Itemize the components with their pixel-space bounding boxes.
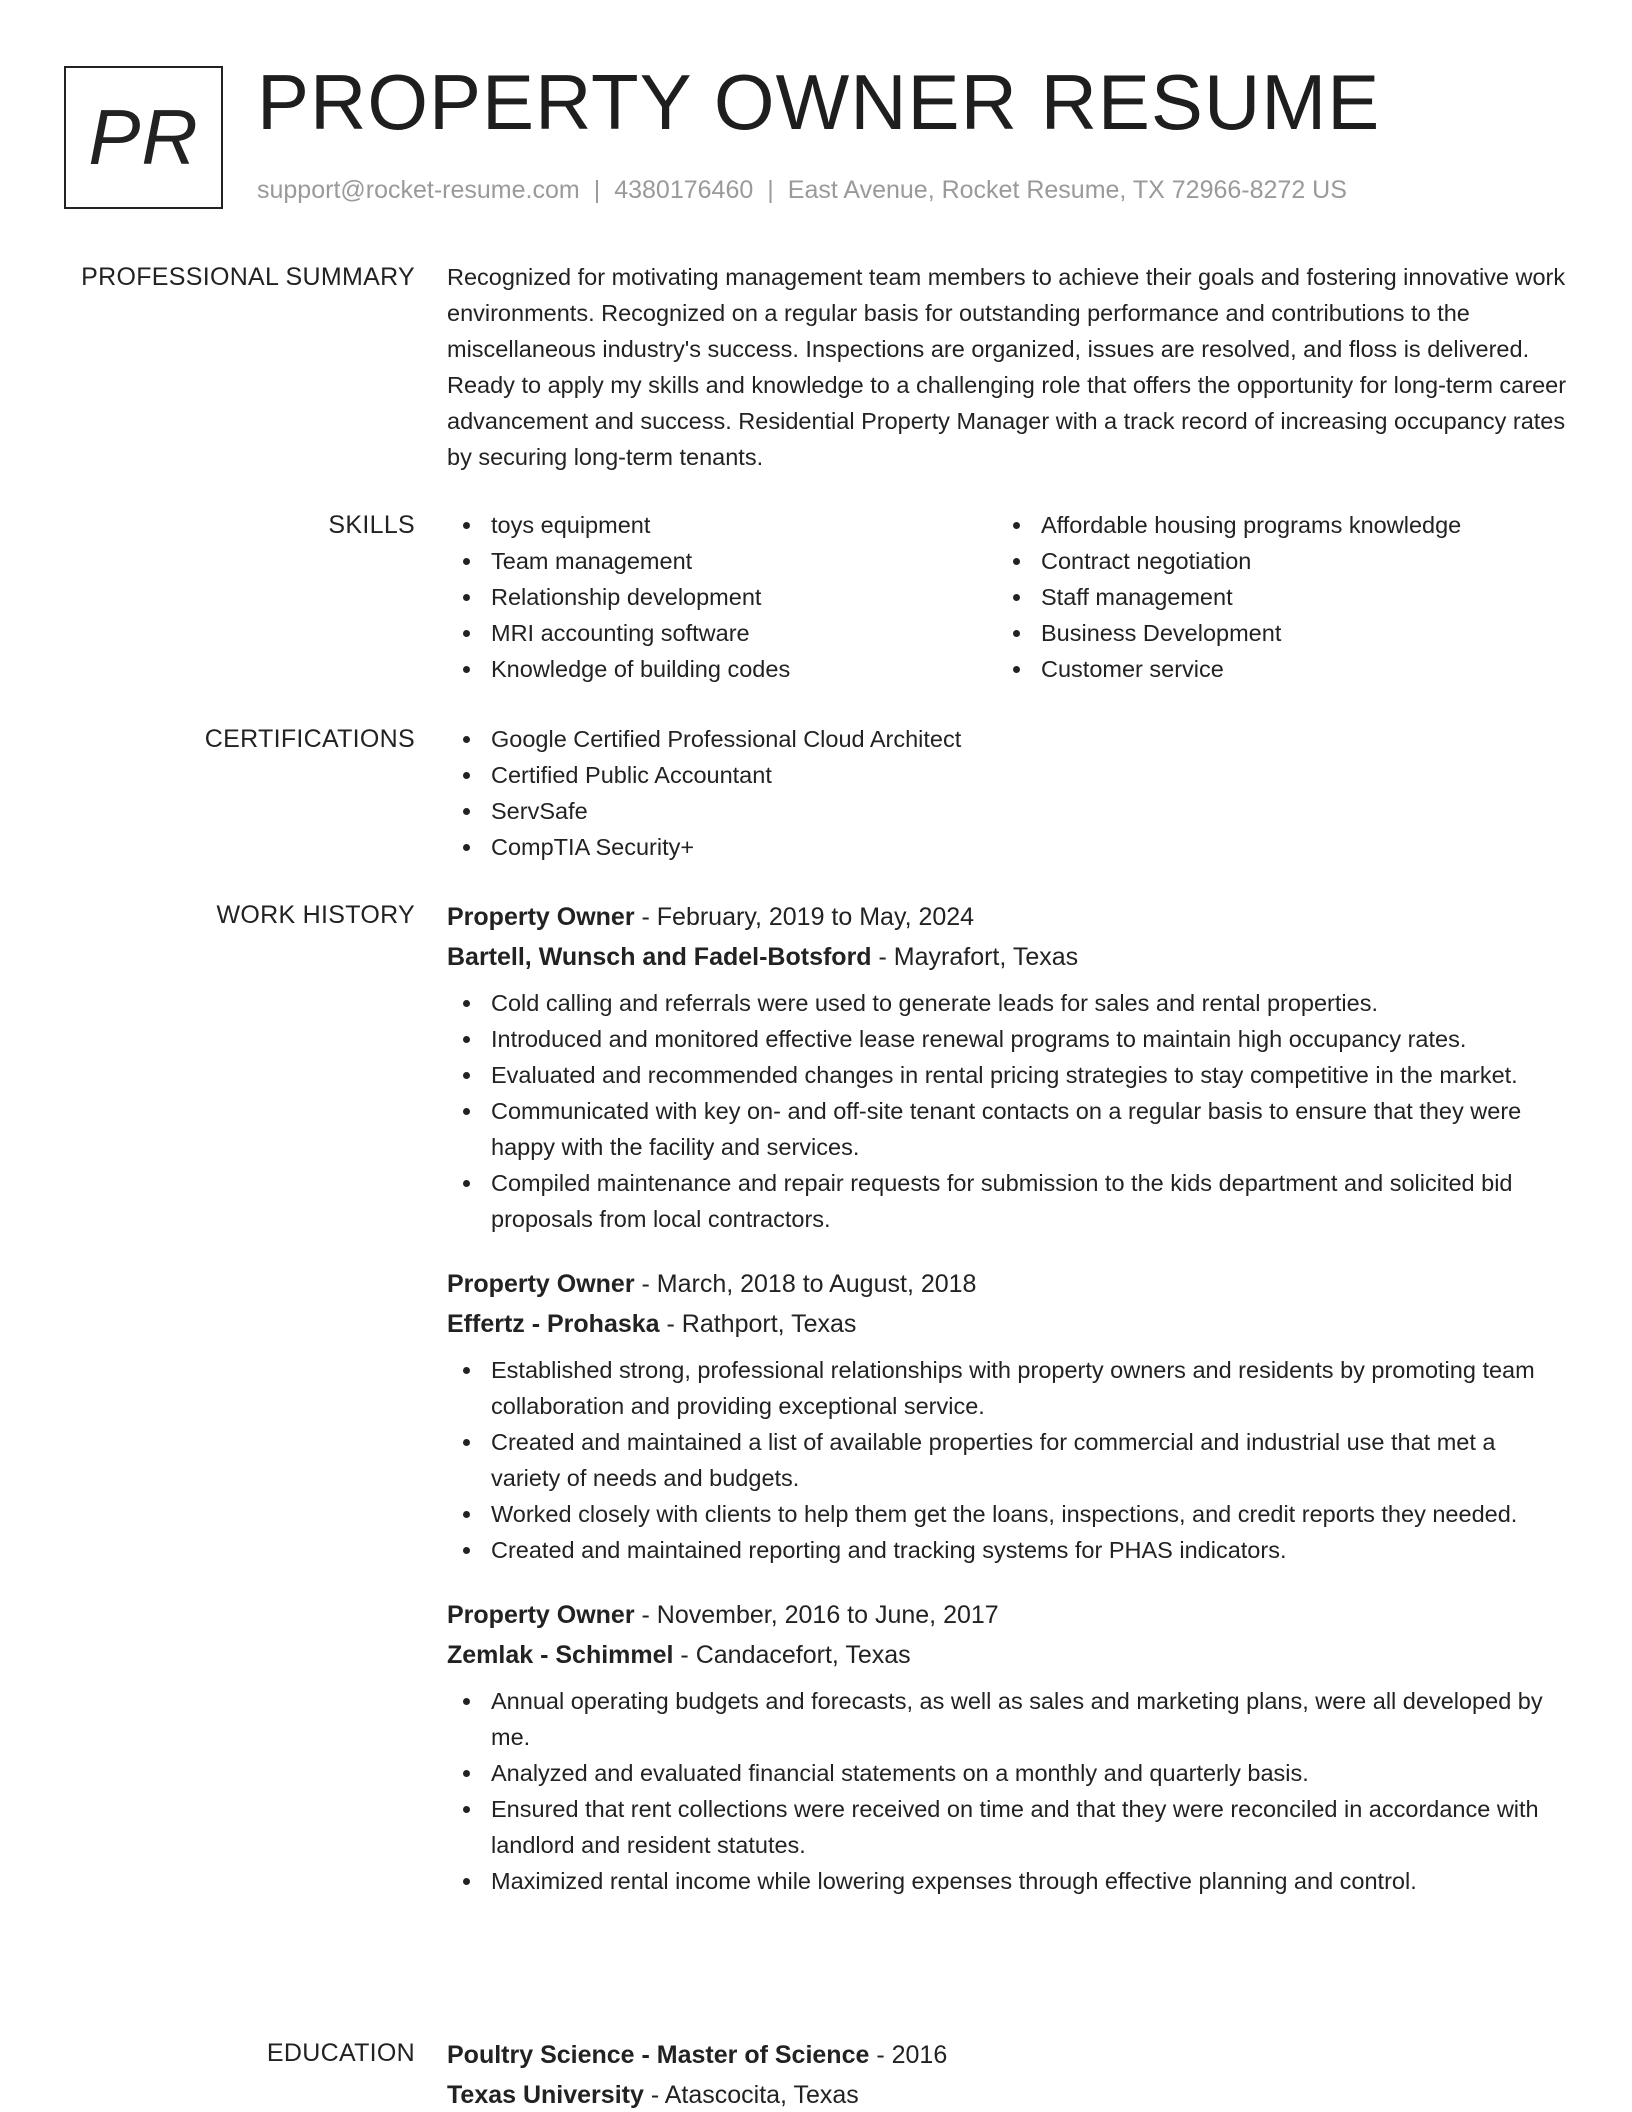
job-entry xyxy=(447,1264,1567,1568)
certification-item: Certified Public Accountant xyxy=(447,757,1567,793)
certification-item: ServSafe xyxy=(447,793,1567,829)
job-duties-list xyxy=(447,1683,1567,1899)
education-degree-line xyxy=(447,2035,1567,2075)
page-title: PROPERTY OWNER RESUME xyxy=(257,58,1381,146)
summary-text: Recognized for motivating management team members to achieve their goals and fostering innovative work environments. Recognized on a regular basis for outstanding performance and contributions to the miscellaneous industry's success. Inspections are organized, issues are resolved, and floss is delivered. Ready to apply my skills and knowledge to a challenging role that offers the opportunity for long-term career advancement and success. Residential Property Manager with a track record of increasing occupancy rates by securing long-term tenants. xyxy=(447,264,1567,470)
job-dates: - November, 2016 to June, 2017 xyxy=(634,1601,999,1629)
job-duty: Annual operating budgets and forecasts, as well as sales and marketing plans, were all developed by me. xyxy=(447,1683,1567,1755)
certification-item: Google Certified Professional Cloud Architect xyxy=(447,721,1567,757)
skill-item: Contract negotiation xyxy=(997,543,1547,579)
job-dates: - February, 2019 to May, 2024 xyxy=(634,903,975,931)
job-company-line xyxy=(447,1304,1567,1344)
job-duty: Worked closely with clients to help them get the loans, inspections, and credit reports they needed. xyxy=(447,1496,1567,1532)
job-duty: Ensured that rent collections were received on time and that they were reconciled in accordance with landlord and resident statutes. xyxy=(447,1791,1567,1863)
job-duty: Established strong, professional relationships with property owners and residents by promoting team collaboration and providing exceptional service. xyxy=(447,1352,1567,1424)
contact-line xyxy=(257,174,1347,206)
certifications-list xyxy=(447,721,1567,865)
skills-list-right xyxy=(997,507,1547,687)
skill-item: Staff management xyxy=(997,579,1547,615)
job-duties-list xyxy=(447,985,1567,1237)
job-duty: Cold calling and referrals were used to generate leads for sales and rental properties. xyxy=(447,985,1567,1021)
education-year: - 2016 xyxy=(869,2041,948,2069)
education-school: Texas University xyxy=(447,2081,644,2109)
job-duty: Analyzed and evaluated financial statements on a monthly and quarterly basis. xyxy=(447,1755,1567,1791)
education-body xyxy=(447,2035,1567,2112)
work-history-body xyxy=(447,897,1567,1926)
job-duty: Communicated with key on- and off-site tenant contacts on a regular basis to ensure that they were happy with the facility and services. xyxy=(447,1093,1567,1165)
job-title-line xyxy=(447,1264,1567,1304)
job-location: - Mayrafort, Texas xyxy=(871,943,1079,971)
job-duty: Compiled maintenance and repair requests for submission to the kids department and solicited bid proposals from local contractors. xyxy=(447,1165,1567,1237)
skills-list-left xyxy=(447,507,997,687)
skill-item: Affordable housing programs knowledge xyxy=(997,507,1547,543)
job-company-line xyxy=(447,937,1567,977)
job-title: Property Owner xyxy=(447,1601,635,1629)
job-duty: Evaluated and recommended changes in rental pricing strategies to stay competitive in the market. xyxy=(447,1057,1567,1093)
job-title: Property Owner xyxy=(447,1270,635,1298)
education-degree: Poultry Science - Master of Science xyxy=(447,2041,870,2069)
job-duties-list xyxy=(447,1352,1567,1568)
skill-item: toys equipment xyxy=(447,507,997,543)
job-duty: Created and maintained reporting and tracking systems for PHAS indicators. xyxy=(447,1532,1567,1568)
skills-columns xyxy=(447,507,1567,687)
job-entry xyxy=(447,897,1567,1237)
skill-item: Customer service xyxy=(997,651,1547,687)
section-label-work-history: WORK HISTORY xyxy=(216,901,415,929)
job-duty: Introduced and monitored effective lease renewal programs to maintain high occupancy rates. xyxy=(447,1021,1567,1057)
job-title-line xyxy=(447,1595,1567,1635)
job-company: Bartell, Wunsch and Fadel-Botsford xyxy=(447,943,872,971)
job-location: - Candacefort, Texas xyxy=(673,1641,911,1669)
section-label-certifications: CERTIFICATIONS xyxy=(204,725,415,753)
skill-item: Relationship development xyxy=(447,579,997,615)
section-label-skills: SKILLS xyxy=(328,511,415,539)
contact-email: support@rocket-resume.com xyxy=(257,176,580,204)
job-location: - Rathport, Texas xyxy=(659,1310,857,1338)
job-title-line xyxy=(447,897,1567,937)
contact-separator: | xyxy=(593,176,601,204)
job-duty: Maximized rental income while lowering expenses through effective planning and control. xyxy=(447,1863,1567,1899)
skill-item: MRI accounting software xyxy=(447,615,997,651)
skill-item: Business Development xyxy=(997,615,1547,651)
contact-address: East Avenue, Rocket Resume, TX 72966-8272 US xyxy=(787,176,1347,204)
job-title: Property Owner xyxy=(447,903,635,931)
monogram-badge: PR xyxy=(64,66,223,209)
contact-separator: | xyxy=(767,176,774,204)
certification-item: CompTIA Security+ xyxy=(447,829,1567,865)
contact-phone: 4380176460 xyxy=(614,176,754,204)
education-school-line xyxy=(447,2075,1567,2112)
section-label-summary: PROFESSIONAL SUMMARY xyxy=(81,263,415,291)
job-company-line xyxy=(447,1635,1567,1675)
section-label-education: EDUCATION xyxy=(266,2039,415,2067)
skill-item: Team management xyxy=(447,543,997,579)
job-dates: - March, 2018 to August, 2018 xyxy=(634,1270,977,1298)
skill-item: Knowledge of building codes xyxy=(447,651,997,687)
education-location: - Atascocita, Texas xyxy=(643,2081,859,2109)
certifications-body xyxy=(447,721,1567,865)
job-company: Zemlak - Schimmel xyxy=(447,1641,674,1669)
job-company: Effertz - Prohaska xyxy=(447,1310,660,1338)
job-duty: Created and maintained a list of available properties for commercial and industrial use that met a variety of needs and budgets. xyxy=(447,1424,1567,1496)
job-entry xyxy=(447,1595,1567,1899)
